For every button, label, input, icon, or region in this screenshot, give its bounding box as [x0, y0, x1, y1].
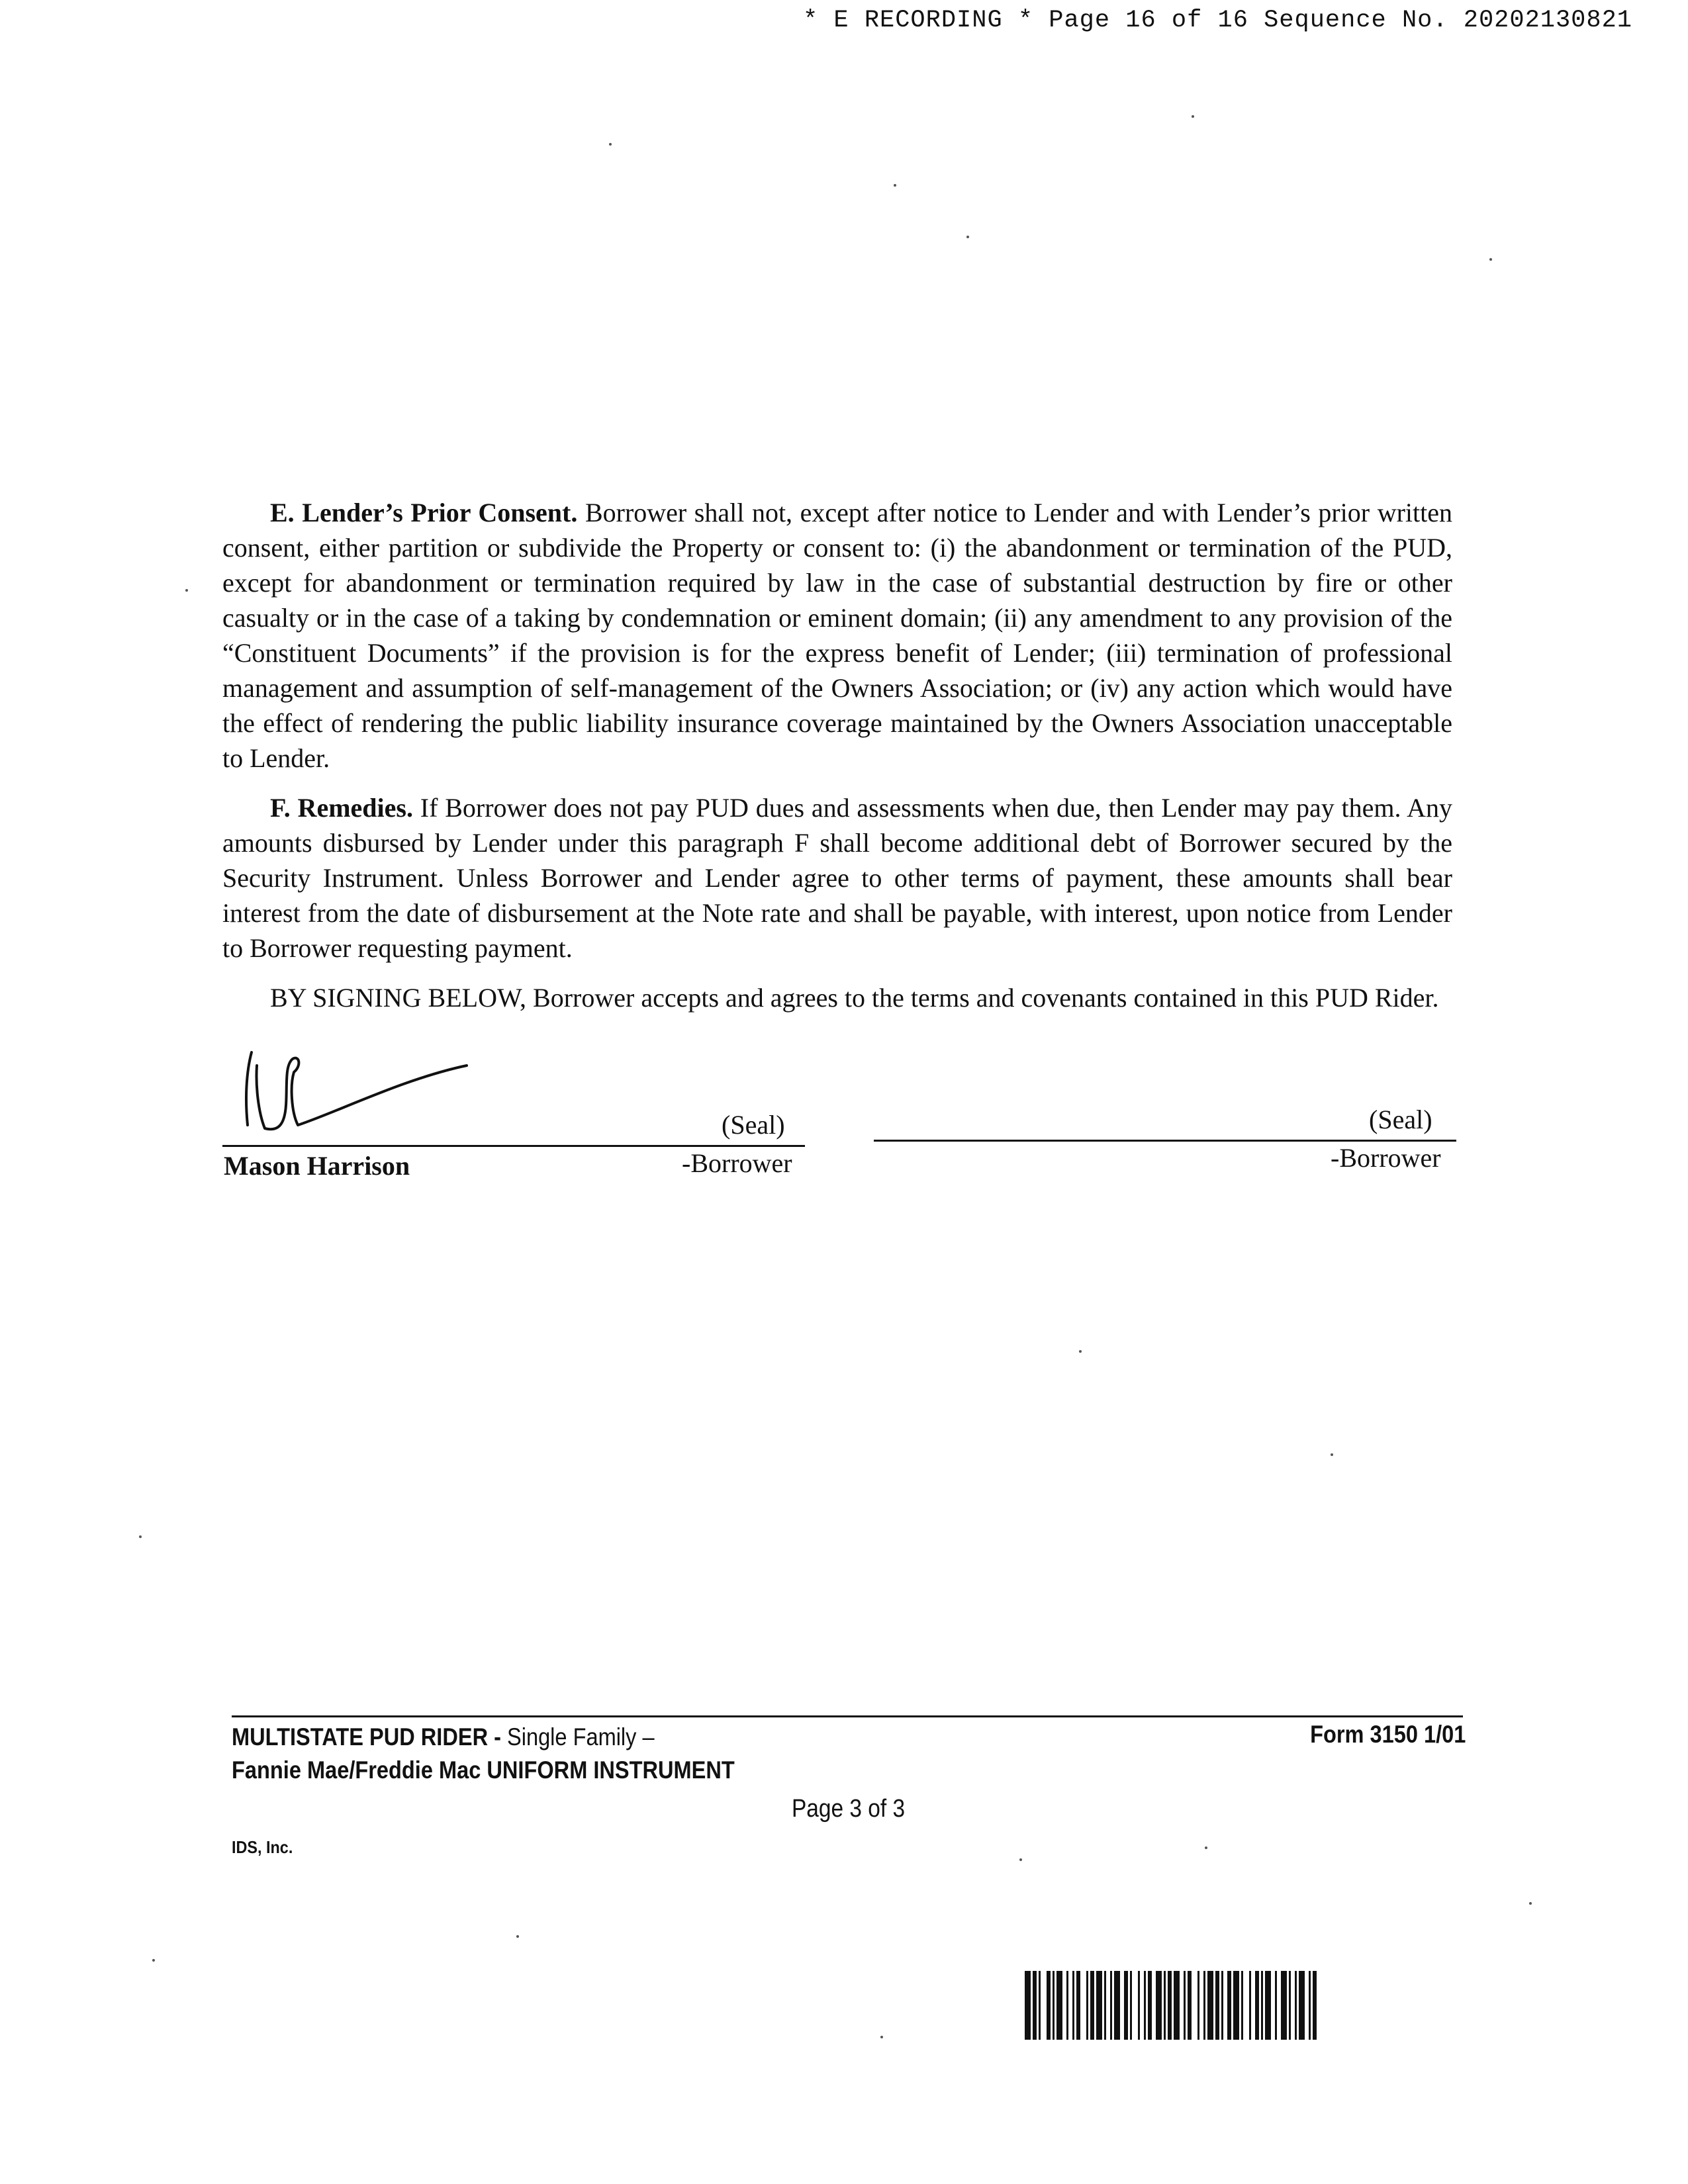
barcode-bar [1096, 1971, 1102, 2040]
signing-statement: BY SIGNING BELOW, Borrower accepts and agrees to the terms and covenants contained in this PUD Rider. [270, 983, 1439, 1013]
borrower-signature-line-left [222, 1145, 805, 1147]
barcode-bar [1295, 1971, 1297, 2040]
scan-speck [894, 184, 896, 187]
barcode-bar [1241, 1971, 1243, 2040]
barcode-bar [1197, 1971, 1199, 2040]
barcode-bar [1265, 1971, 1271, 2040]
scan-speck [1192, 115, 1194, 118]
scan-speck [1489, 258, 1492, 261]
barcode-bar [1255, 1971, 1259, 2040]
barcode-bar [1289, 1971, 1291, 2040]
barcode-bar [1039, 1971, 1041, 2040]
form-number: Form 3150 1/01 [1309, 1721, 1466, 1748]
barcode-bar [1299, 1971, 1305, 2040]
barcode-bar [1076, 1971, 1080, 2040]
footer-title-bold: MULTISTATE PUD RIDER - [232, 1723, 501, 1751]
scan-speck [1331, 1453, 1333, 1456]
barcode-bar [1110, 1971, 1112, 2040]
section-f [222, 790, 1452, 966]
barcode-bar [1130, 1971, 1132, 2040]
vendor-name: IDS, Inc. [232, 1837, 293, 1857]
barcode-bar [1066, 1971, 1068, 2040]
barcode-bar [1221, 1971, 1223, 2040]
scan-speck [516, 1935, 519, 1938]
section-f-text: If Borrower does not pay PUD dues and assessments when due, then Lender may pay them. Any amounts disbursed by Lender under this paragraph F shall become additional debt of Borrower secured by the Security Instrument. Unless Borrower and Lender agree to other terms of payment, these amounts shall bear interest from the date of disbursement at the Note rate and shall be payable, with interest, upon notice from Lender to Borrower requesting payment. [222, 793, 1453, 963]
seal-label-left: (Seal) [722, 1110, 785, 1140]
barcode-bar [1025, 1971, 1031, 2040]
borrower-signature-line-right [874, 1140, 1456, 1142]
scan-speck [966, 236, 969, 238]
rider-body [222, 495, 1452, 1030]
section-f-heading: F. Remedies. [270, 793, 413, 823]
scan-speck [880, 2036, 883, 2038]
barcode [1025, 1971, 1464, 2040]
section-e-heading: E. Lender’s Prior Consent. [270, 498, 578, 527]
scan-speck [152, 1959, 155, 1962]
barcode-bar [1309, 1971, 1311, 2040]
scan-speck [1019, 1858, 1022, 1861]
borrower-role-left: -Borrower [682, 1148, 792, 1178]
borrower-role-right: -Borrower [1331, 1143, 1441, 1173]
barcode-bar [1144, 1971, 1146, 2040]
barcode-bar [1072, 1971, 1074, 2040]
barcode-bar [1261, 1971, 1263, 2040]
footer-instrument: Fannie Mae/Freddie Mac UNIFORM INSTRUMENT [232, 1756, 735, 1784]
barcode-bar [1164, 1971, 1166, 2040]
barcode-bar [1281, 1971, 1287, 2040]
barcode-bar [1249, 1971, 1251, 2040]
footer-rule [232, 1715, 1463, 1717]
scan-speck [1205, 1846, 1207, 1849]
footer-title [232, 1723, 655, 1751]
barcode-bar [1053, 1971, 1055, 2040]
barcode-bar [1148, 1971, 1152, 2040]
barcode-bar [1114, 1971, 1120, 2040]
barcode-bar [1215, 1971, 1219, 2040]
barcode-bar [1275, 1971, 1277, 2040]
recording-stamp: * E RECORDING * Page 16 of 16 Sequence No. 20202130821 [803, 7, 1632, 34]
footer-title-normal: Single Family – [500, 1723, 655, 1751]
barcode-bar [1233, 1971, 1239, 2040]
borrower-name: Mason Harrison [224, 1151, 410, 1181]
section-e [222, 495, 1452, 776]
barcode-bar [1188, 1971, 1192, 2040]
scan-speck [139, 1535, 142, 1538]
barcode-bar [1086, 1971, 1088, 2040]
barcode-bar [1207, 1971, 1213, 2040]
scan-speck [609, 143, 612, 146]
section-e-text: Borrower shall not, except after notice to Lender and with Lender’s prior written consent, either partition or subdivide the Property or consent to: (i) the abandonment or termination of the PUD, except for abandonment or termination required by law in the case of substantial destruction by fire or other casualty or in the case of a taking by condemnation or eminent domain; (ii) any amendment to any provision of the “Constituent Documents” if the provision is for the express benefit of Lender; (iii) termination of professional management and assumption of self-management of the Owners Association; or (iv) any action which would have the effect of rendering the public liability insurance coverage maintained by the Owners Association unacceptable to Lender. [222, 498, 1452, 773]
page-number: Page 3 of 3 [792, 1795, 906, 1823]
barcode-bar [1047, 1971, 1051, 2040]
barcode-bar [1104, 1971, 1106, 2040]
scan-speck [1529, 1902, 1532, 1905]
barcode-bar [1138, 1971, 1140, 2040]
barcode-bar [1227, 1971, 1231, 2040]
scan-speck [1079, 1350, 1082, 1353]
scan-speck [185, 589, 188, 592]
barcode-bar [1203, 1971, 1205, 2040]
barcode-bar [1124, 1971, 1128, 2040]
borrower-signature [238, 1046, 477, 1145]
barcode-bar [1168, 1971, 1172, 2040]
seal-label-right: (Seal) [1369, 1105, 1432, 1134]
barcode-bar [1174, 1971, 1180, 2040]
barcode-bar [1156, 1971, 1162, 2040]
barcode-bar [1184, 1971, 1186, 2040]
barcode-bar [1090, 1971, 1094, 2040]
barcode-bar [1033, 1971, 1037, 2040]
barcode-bar [1313, 1971, 1317, 2040]
barcode-bar [1056, 1971, 1062, 2040]
